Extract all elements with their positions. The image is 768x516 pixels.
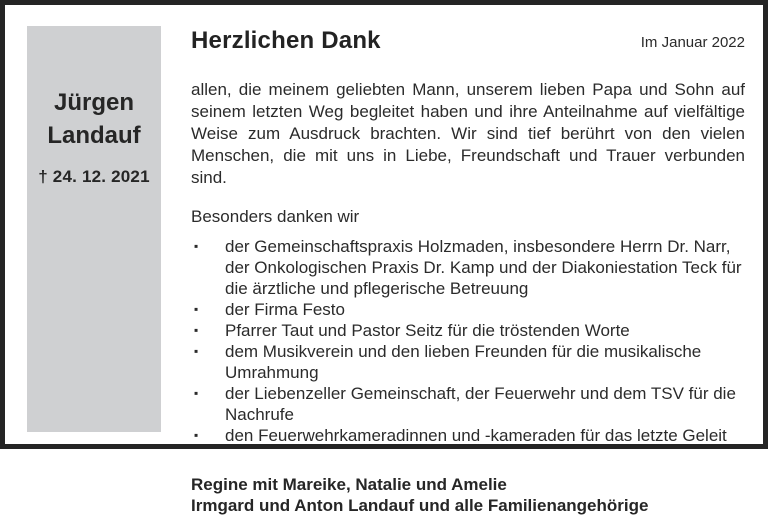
intro-paragraph: allen, die meinem geliebten Mann, unserem lieben Papa und Sohn auf seinem letzten Weg begleitet haben und ihre Anteilnahme auf vielfältige Weise zum Ausdruck brachten. Wir sind tief berührt von den vielen Menschen, die mit uns in Liebe, Freundschaft und Trauer verbunden sind. bbox=[191, 80, 745, 187]
thanks-list bbox=[191, 236, 745, 446]
list-item-text: dem Musikverein und den lieben Freunden für die musikalische Umrahmung bbox=[225, 342, 702, 382]
notice-title: Herzlichen Dank bbox=[191, 27, 381, 54]
bullet-icon: ▪ bbox=[194, 323, 199, 337]
list-item-text: der Gemeinschaftspraxis Holzmaden, insbesondere Herrn Dr. Narr, der Onkologischen Praxis Dr. Kamp und der Diakoniestation Teck für die ärztliche und pflegerische Betreuung bbox=[225, 237, 742, 298]
notice-header bbox=[191, 27, 745, 55]
list-item-text: Pfarrer Taut und Pastor Seitz für die tröstenden Worte bbox=[225, 321, 630, 340]
bullet-icon: ▪ bbox=[194, 239, 199, 253]
list-item bbox=[191, 425, 745, 446]
list-item bbox=[191, 320, 745, 341]
deceased-name-line2: Landauf bbox=[47, 122, 141, 149]
list-item-text: der Liebenzeller Gemeinschaft, der Feuerwehr und dem TSV für die Nachrufe bbox=[225, 384, 736, 424]
list-item bbox=[191, 236, 745, 299]
notice-content bbox=[191, 27, 745, 516]
deceased-name bbox=[27, 26, 161, 152]
signature-block bbox=[191, 474, 745, 516]
death-date: † 24. 12. 2021 bbox=[38, 167, 150, 186]
list-item bbox=[191, 299, 745, 320]
bullet-icon: ▪ bbox=[194, 344, 199, 358]
signature-line-1: Regine mit Mareike, Natalie und Amelie bbox=[191, 475, 507, 494]
deceased-name-panel bbox=[27, 26, 161, 432]
bullet-icon: ▪ bbox=[194, 428, 199, 442]
signature-line-2: Irmgard und Anton Landauf und alle Familienangehörige bbox=[191, 496, 649, 515]
bullet-icon: ▪ bbox=[194, 302, 199, 316]
bullet-icon: ▪ bbox=[194, 386, 199, 400]
list-item-text: der Firma Festo bbox=[225, 300, 345, 319]
list-item bbox=[191, 383, 745, 425]
deceased-name-line1: Jürgen bbox=[53, 89, 134, 116]
thanks-lead: Besonders danken wir bbox=[191, 207, 360, 226]
list-item bbox=[191, 341, 745, 383]
list-item-text: den Feuerwehrkameradinnen und -kameraden für das letzte Geleit bbox=[225, 426, 727, 445]
notice-date: Im Januar 2022 bbox=[640, 34, 745, 51]
